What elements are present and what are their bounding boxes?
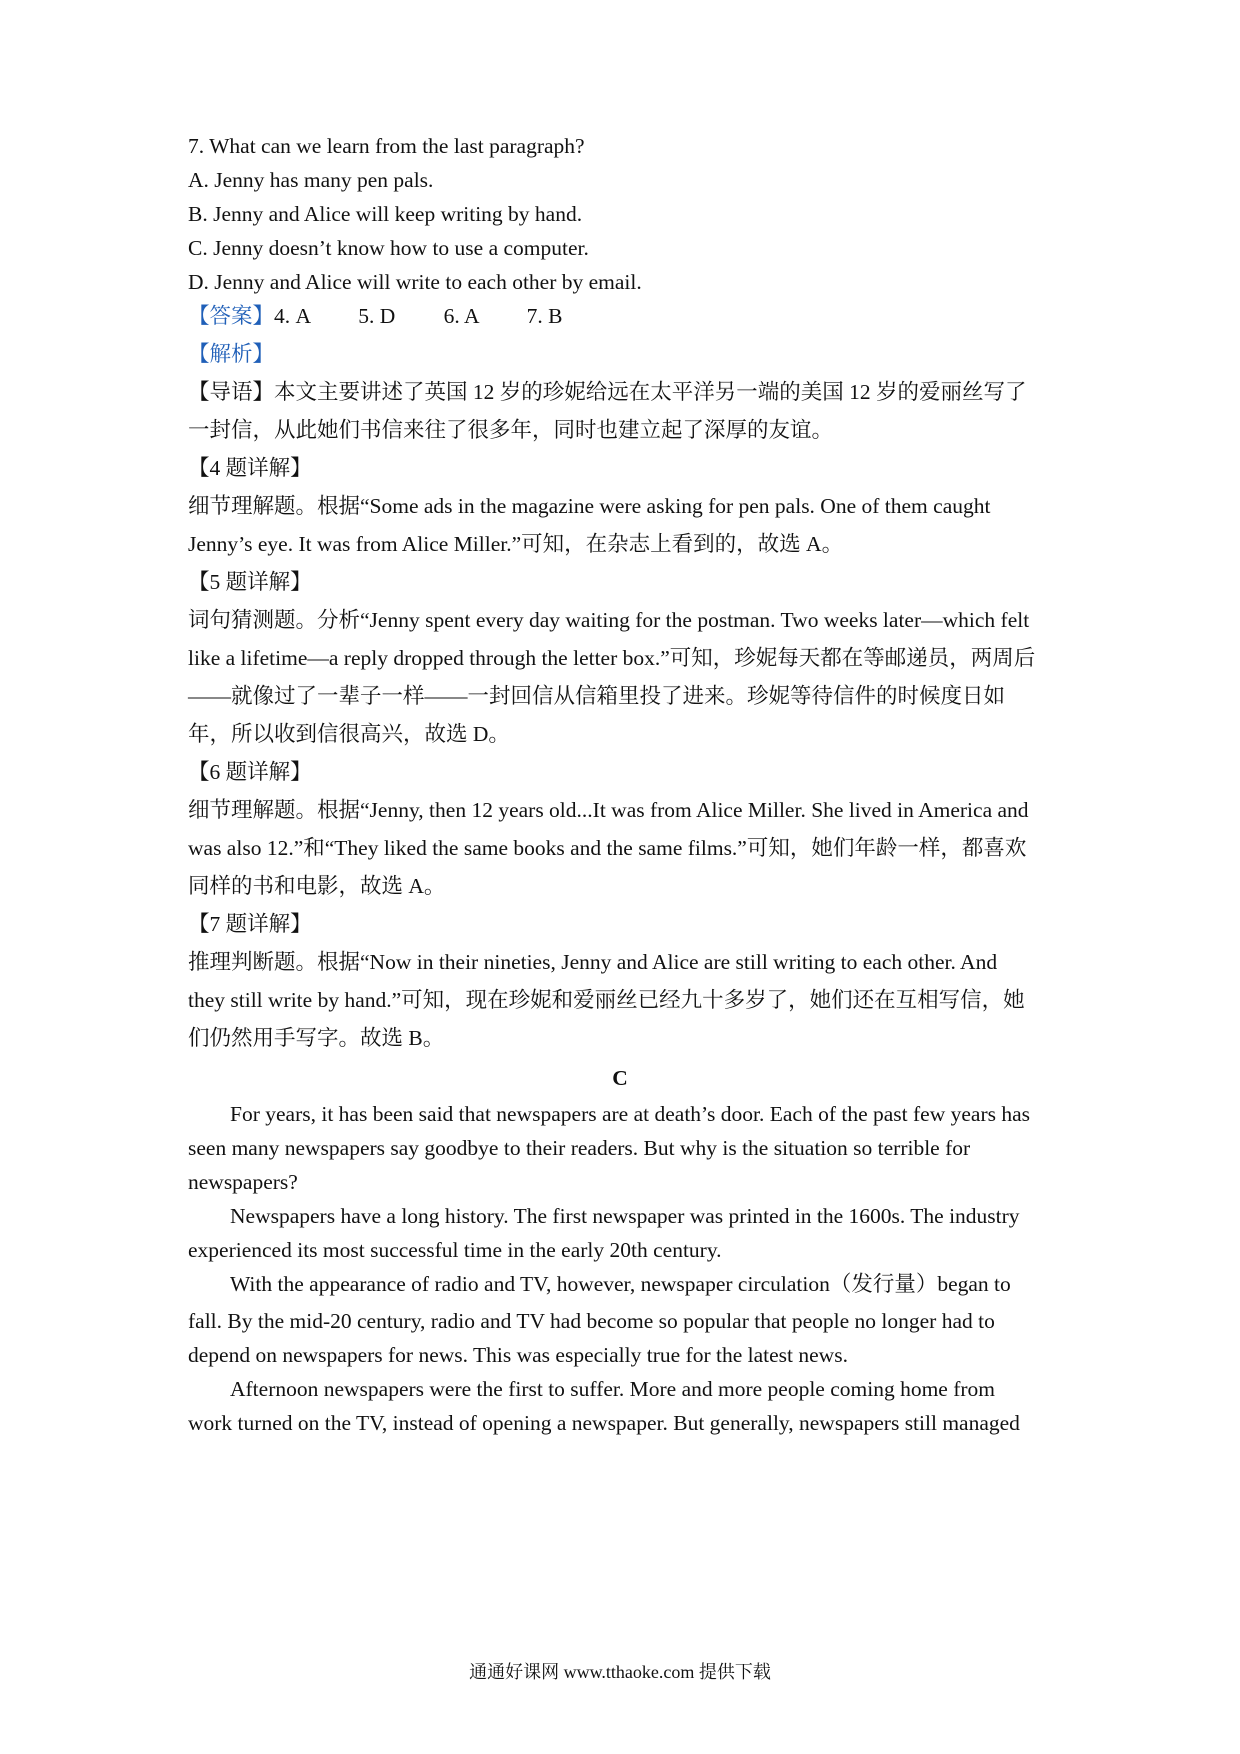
q5-line-1: 词句猜测题。分析“Jenny spent every day waiting for the postman. Two weeks later—which felt (188, 608, 1030, 632)
answer-label: 【答案】 (188, 304, 275, 328)
q5-line-2: like a lifetime—a reply dropped through the letter box.”可知，珍妮每天都在等邮递员，两周后 (188, 646, 1036, 670)
c-p2-line-2: experienced its most successful time in the early 20th century. (188, 1238, 722, 1262)
option-a: A. Jenny has many pen pals. (188, 168, 434, 192)
c-p1-line-1: For years, it has been said that newspapers are at death’s door. Each of the past few years has (230, 1102, 1031, 1126)
c-p1-line-2: seen many newspapers say goodbye to their readers. But why is the situation so terrible for (188, 1136, 971, 1160)
answer-text: 4. A 5. D 6. A 7. B (274, 304, 563, 328)
c-p4-line-1: Afternoon newspapers were the first to suffer. More and more people coming home from (230, 1377, 996, 1401)
q4-heading: 【4 题详解】 (188, 456, 312, 480)
intro-line-2: 一封信，从此她们书信来往了很多年，同时也建立起了深厚的友谊。 (188, 418, 834, 442)
option-d: D. Jenny and Alice will write to each other by email. (188, 270, 642, 294)
option-b: B. Jenny and Alice will keep writing by hand. (188, 202, 583, 226)
option-c: C. Jenny doesn’t know how to use a computer. (188, 236, 589, 260)
q6-heading: 【6 题详解】 (188, 760, 312, 784)
q7-heading: 【7 题详解】 (188, 912, 312, 936)
q6-line-3: 同样的书和电影，故选 A。 (188, 874, 446, 898)
answer-line (188, 301, 1058, 331)
c-p1-line-3: newspapers? (188, 1170, 298, 1194)
section-c-title: C (612, 1066, 628, 1090)
intro-line-1: 【导语】本文主要讲述了英国 12 岁的珍妮给远在太平洋另一端的美国 12 岁的爱丽丝写了 (188, 380, 1027, 404)
q7-line-2: they still write by hand.”可知，现在珍妮和爱丽丝已经九十多岁了，她们还在互相写信，她 (188, 988, 1025, 1012)
analysis-label: 【解析】 (188, 342, 275, 366)
q5-heading: 【5 题详解】 (188, 570, 312, 594)
q7-line-3: 们仍然用手写字。故选 B。 (188, 1026, 445, 1050)
q5-line-4: 年，所以收到信很高兴，故选 D。 (188, 722, 510, 746)
c-p3-line-2: fall. By the mid-20 century, radio and TV had become so popular that people no longer had to (188, 1309, 995, 1333)
q6-line-2: was also 12.”和“They liked the same books and the same films.”可知，她们年龄一样，都喜欢 (188, 836, 1027, 860)
q7-line-1: 推理判断题。根据“Now in their nineties, Jenny and Alice are still writing to each other. And (188, 950, 998, 974)
q4-line-1: 细节理解题。根据“Some ads in the magazine were asking for pen pals. One of them caught (188, 494, 991, 518)
question-7: 7. What can we learn from the last paragraph? (188, 134, 585, 158)
c-p3-line-3: depend on newspapers for news. This was especially true for the latest news. (188, 1343, 848, 1367)
q6-line-1: 细节理解题。根据“Jenny, then 12 years old...It was from Alice Miller. She lived in America and (188, 798, 1029, 822)
q4-line-2: Jenny’s eye. It was from Alice Miller.”可知，在杂志上看到的，故选 A。 (188, 532, 844, 556)
q5-line-3: ——就像过了一辈子一样——一封回信从信箱里投了进来。珍妮等待信件的时候度日如 (188, 684, 1006, 708)
c-p4-line-2: work turned on the TV, instead of opening a newspaper. But generally, newspapers still managed (188, 1411, 1020, 1435)
page-footer: 通通好课网 www.tthaoke.com 提供下载 (469, 1662, 771, 1682)
c-p2-line-1: Newspapers have a long history. The first newspaper was printed in the 1600s. The industry (230, 1204, 1020, 1228)
c-p3-line-1: With the appearance of radio and TV, however, newspaper circulation（发行量）began to (230, 1272, 1011, 1296)
